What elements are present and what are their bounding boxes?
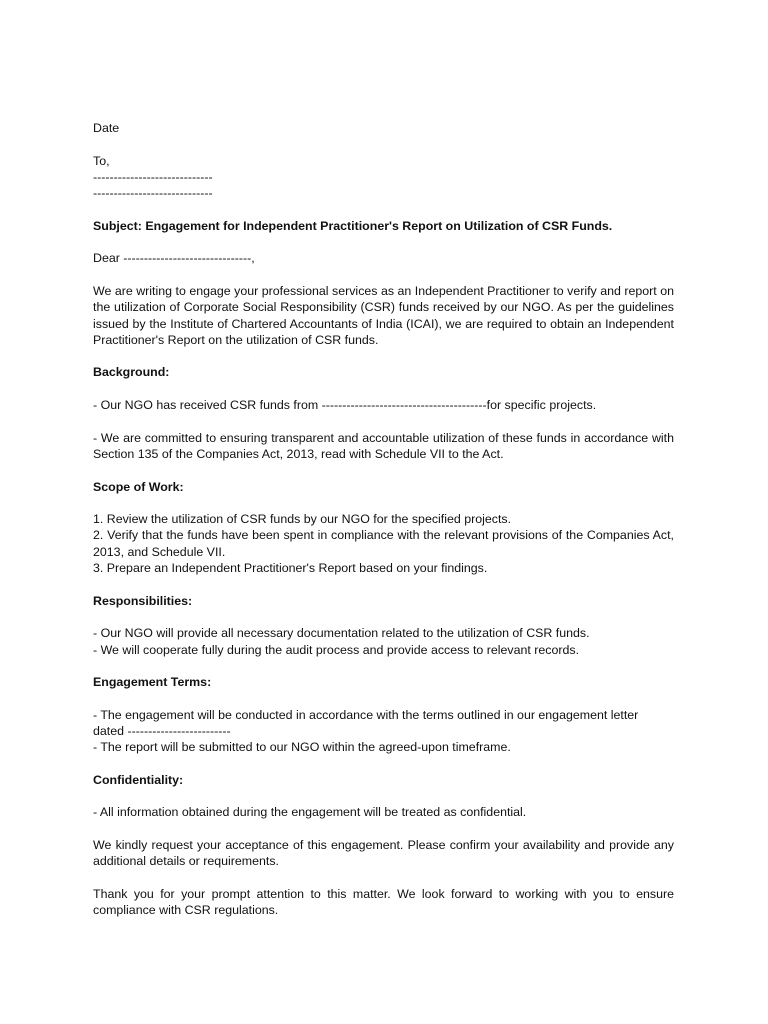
address-line-1: -----------------------------: [93, 169, 213, 184]
scope-item: 2. Verify that the funds have been spent in compliance with the relevant provisions of the Companies Act, 2013, and Schedule VII.: [93, 528, 674, 559]
intro-paragraph: We are writing to engage your professional services as an Independent Practitioner to verify and report on the utilization of Corporate Social Responsibility (CSR) funds received by our NGO. As per the guidelines issued by the Institute of Chartered Accountants of India (ICAI), we are required to obtain an Independent Practitioner's Report on the utilization of CSR funds.: [93, 283, 674, 347]
confidentiality-item: - All information obtained during the engagement will be treated as confidential.: [93, 805, 527, 820]
terms-item-continuation: dated -------------------------: [93, 723, 231, 738]
responsibilities-heading: Responsibilities:: [93, 593, 193, 608]
to-label: To,: [93, 153, 110, 168]
scope-item: 1. Review the utilization of CSR funds by our NGO for the specified projects.: [93, 512, 512, 527]
background-heading: Background:: [93, 365, 170, 380]
terms-heading: Engagement Terms:: [93, 675, 212, 690]
terms-item: - The report will be submitted to our NGO within the agreed-upon timeframe.: [93, 740, 511, 755]
address-line-2: -----------------------------: [93, 186, 213, 201]
scope-item: 3. Prepare an Independent Practitioner's Report based on your findings.: [93, 561, 488, 576]
subject-line: Subject: Engagement for Independent Practitioner's Report on Utilization of CSR Funds.: [93, 218, 613, 233]
salutation: Dear -------------------------------,: [93, 251, 255, 266]
terms-item: - The engagement will be conducted in accordance with the terms outlined in our engagement letter: [93, 707, 639, 722]
confidentiality-heading: Confidentiality:: [93, 772, 184, 787]
scope-heading: Scope of Work:: [93, 479, 184, 494]
date-label: Date: [93, 121, 120, 135]
request-paragraph: We kindly request your acceptance of this engagement. Please confirm your availability and provide any additional details or requirements.: [93, 838, 674, 869]
responsibilities-item: - We will cooperate fully during the audit process and provide access to relevant records.: [93, 642, 580, 657]
letter-body: [93, 120, 674, 919]
background-item: - Our NGO has received CSR funds from ----------------------------------------for specific projects.: [93, 398, 597, 413]
closing-paragraph: Thank you for your prompt attention to this matter. We look forward to working with you to ensure compliance with CSR regulations.: [93, 886, 674, 918]
background-item: - We are committed to ensuring transparent and accountable utilization of these funds in accordance with Section 135 of the Companies Act, 2013, read with Schedule VII to the Act.: [93, 430, 674, 461]
responsibilities-item: - Our NGO will provide all necessary documentation related to the utilization of CSR funds.: [93, 626, 590, 641]
